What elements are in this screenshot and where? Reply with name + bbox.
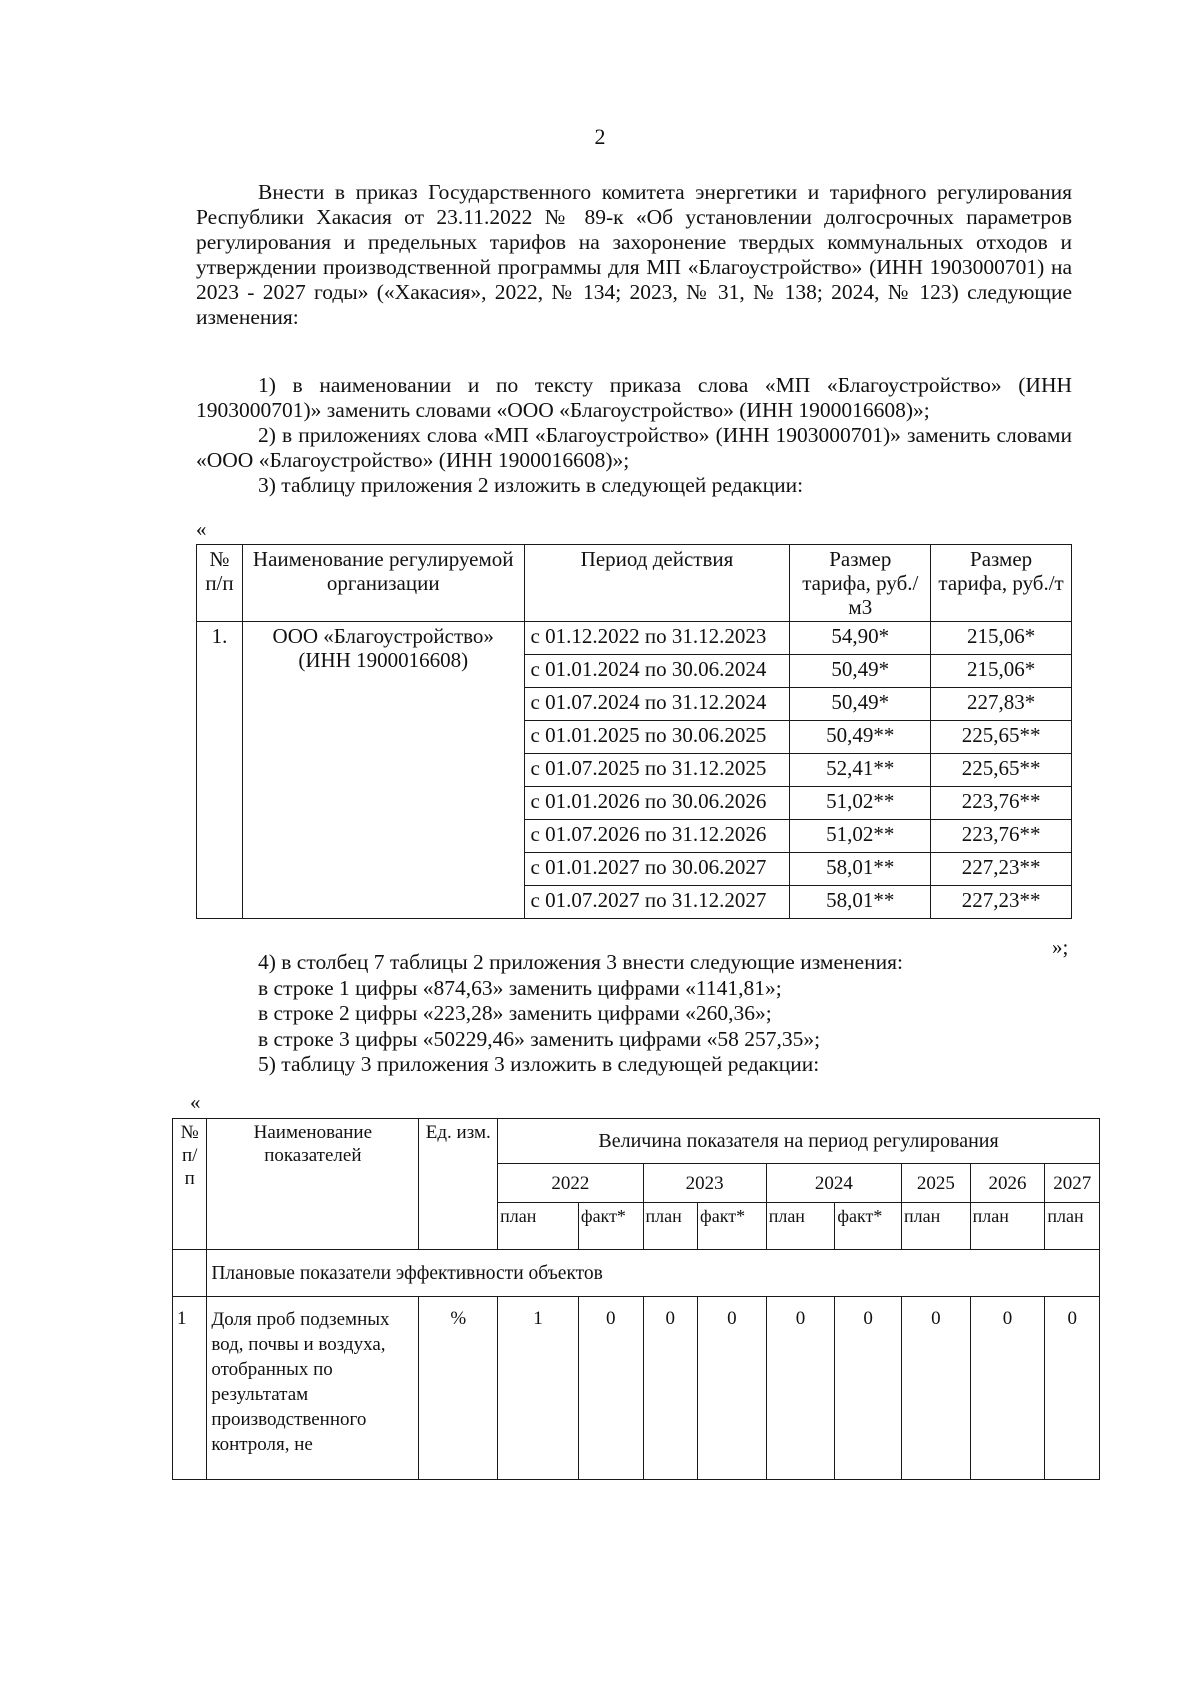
sub-plan: план bbox=[643, 1203, 698, 1250]
header-group: Величина показателя на период регулирования bbox=[498, 1119, 1100, 1164]
period-cell: с 01.01.2026 по 30.06.2026 bbox=[524, 787, 790, 820]
sub-fact: факт* bbox=[835, 1203, 902, 1250]
indicators-table bbox=[172, 1118, 1100, 1480]
section-row bbox=[173, 1250, 1100, 1297]
item-2: 2) в приложениях слова «МП «Благоустройство» (ИНН 1903000701)» заменить словами «ООО «Благоустройство» (ИНН 1900016608)»; bbox=[196, 423, 1072, 472]
page-number: 2 bbox=[594, 124, 606, 149]
tariff-m3-cell: 50,49** bbox=[790, 721, 931, 754]
year-2025: 2025 bbox=[902, 1164, 971, 1203]
period-cell: с 01.07.2026 по 31.12.2026 bbox=[524, 820, 790, 853]
intro-paragraph bbox=[196, 180, 1072, 330]
year-2024: 2024 bbox=[766, 1164, 901, 1203]
row-num: 1 bbox=[173, 1297, 207, 1480]
table-row bbox=[197, 622, 1072, 655]
organization-name: ООО «Благоустройство» (ИНН 1900016608) bbox=[242, 622, 524, 919]
period-cell: с 01.12.2022 по 31.12.2023 bbox=[524, 622, 790, 655]
value-cell: 0 bbox=[970, 1297, 1045, 1480]
year-2026: 2026 bbox=[970, 1164, 1045, 1203]
indicators-header-row bbox=[173, 1119, 1100, 1164]
close-quote-table2: »; bbox=[1052, 935, 1069, 959]
item-1: 1) в наименовании и по тексту приказа слова «МП «Благоустройство» (ИНН 1903000701)» заменить словами «ООО «Благоустройство» (ИНН 1900016608)»; bbox=[196, 373, 1072, 422]
open-quote-table2: « bbox=[196, 517, 207, 541]
period-cell: с 01.01.2024 по 30.06.2024 bbox=[524, 655, 790, 688]
header-tariff-m3: Размер тарифа, руб./м3 bbox=[790, 545, 931, 622]
value-cell: 0 bbox=[766, 1297, 835, 1480]
intro-text: Внести в приказ Государственного комитета энергетики и тарифного регулирования Республики Хакасия от 23.11.2022 № 89-к «Об установлении долгосрочных параметров регулирования и предельных тарифов на захоронение твердых коммунальных отходов и утверждении производственной программы для МП «Благоустройство» (ИНН 1903000701) на 2023 - 2027 годы» («Хакасия», 2022, № 134; 2023, № 31, № 138; 2024, № 123) следующие изменения: bbox=[196, 180, 1072, 329]
year-2023: 2023 bbox=[643, 1164, 766, 1203]
sub-plan: план bbox=[902, 1203, 971, 1250]
tariff-t-cell: 227,83* bbox=[931, 688, 1072, 721]
amendment-items bbox=[196, 373, 1072, 498]
open-quote-table3: « bbox=[190, 1090, 201, 1114]
sub-plan: план bbox=[498, 1203, 579, 1250]
sub-fact: факт* bbox=[698, 1203, 767, 1250]
period-cell: с 01.07.2027 по 31.12.2027 bbox=[524, 886, 790, 919]
header-num: № п/п bbox=[197, 545, 243, 622]
item-3: 3) таблицу приложения 2 изложить в следующей редакции: bbox=[258, 473, 804, 497]
tariff-t-cell: 227,23** bbox=[931, 886, 1072, 919]
change-line-3: в строке 3 цифры «50229,46» заменить цифрами «58 257,35»; bbox=[258, 1026, 821, 1051]
sub-plan: план bbox=[1045, 1203, 1100, 1250]
tariff-t-cell: 215,06* bbox=[931, 655, 1072, 688]
tariff-m3-cell: 58,01** bbox=[790, 853, 931, 886]
change-item-4: 4) в столбец 7 таблицы 2 приложения 3 внести следующие изменения: bbox=[258, 950, 903, 974]
period-cell: с 01.07.2025 по 31.12.2025 bbox=[524, 754, 790, 787]
tariff-table bbox=[196, 544, 1072, 919]
header-name: Наименование показателей bbox=[207, 1119, 419, 1250]
period-cell: с 01.01.2027 по 30.06.2027 bbox=[524, 853, 790, 886]
value-cell: 1 bbox=[498, 1297, 579, 1480]
header-tariff-t: Размер тарифа, руб./т bbox=[931, 545, 1072, 622]
value-cell: 0 bbox=[902, 1297, 971, 1480]
tariff-t-cell: 223,76** bbox=[931, 787, 1072, 820]
tariff-t-cell: 227,23** bbox=[931, 853, 1072, 886]
change-line-2: в строке 2 цифры «223,28» заменить цифрами «260,36»; bbox=[258, 1001, 772, 1025]
header-org: Наименование регулируемой организации bbox=[242, 545, 524, 622]
tariff-m3-cell: 54,90* bbox=[790, 622, 931, 655]
tariff-m3-cell: 58,01** bbox=[790, 886, 931, 919]
tariff-m3-cell: 50,49* bbox=[790, 688, 931, 721]
header-unit: Ед. изм. bbox=[419, 1119, 498, 1250]
year-2022: 2022 bbox=[498, 1164, 643, 1203]
tariff-m3-cell: 50,49* bbox=[790, 655, 931, 688]
year-2027: 2027 bbox=[1045, 1164, 1100, 1203]
period-cell: с 01.01.2025 по 30.06.2025 bbox=[524, 721, 790, 754]
tariff-t-cell: 223,76** bbox=[931, 820, 1072, 853]
row-number: 1. bbox=[197, 622, 243, 919]
sub-plan: план bbox=[766, 1203, 835, 1250]
tariff-table-header bbox=[197, 545, 1072, 622]
tariff-m3-cell: 51,02** bbox=[790, 787, 931, 820]
table-row bbox=[173, 1297, 1100, 1480]
section-empty-cell bbox=[173, 1250, 207, 1297]
period-cell: с 01.07.2024 по 31.12.2024 bbox=[524, 688, 790, 721]
change-line-1: в строке 1 цифры «874,63» заменить цифрами «1141,81»; bbox=[258, 975, 782, 1000]
change-item-5: 5) таблицу 3 приложения 3 изложить в следующей редакции: bbox=[258, 1052, 820, 1076]
value-cell: 0 bbox=[835, 1297, 902, 1480]
sub-plan: план bbox=[970, 1203, 1045, 1250]
sub-fact: факт* bbox=[578, 1203, 643, 1250]
value-cell: 0 bbox=[643, 1297, 698, 1480]
tariff-m3-cell: 51,02** bbox=[790, 820, 931, 853]
changes-list bbox=[258, 950, 1078, 1078]
section-title: Плановые показатели эффективности объектов bbox=[207, 1250, 1100, 1297]
value-cell: 0 bbox=[578, 1297, 643, 1480]
tariff-m3-cell: 52,41** bbox=[790, 754, 931, 787]
indicator-unit: % bbox=[419, 1297, 498, 1480]
header-period: Период действия bbox=[524, 545, 790, 622]
tariff-t-cell: 225,65** bbox=[931, 754, 1072, 787]
value-cell: 0 bbox=[698, 1297, 767, 1480]
indicator-name: Доля проб подземных вод, почвы и воздуха, отобранных по результатам производственного контроля, не bbox=[207, 1297, 419, 1480]
tariff-t-cell: 225,65** bbox=[931, 721, 1072, 754]
header-num: № п/ п bbox=[173, 1119, 207, 1250]
tariff-t-cell: 215,06* bbox=[931, 622, 1072, 655]
value-cell: 0 bbox=[1045, 1297, 1100, 1480]
